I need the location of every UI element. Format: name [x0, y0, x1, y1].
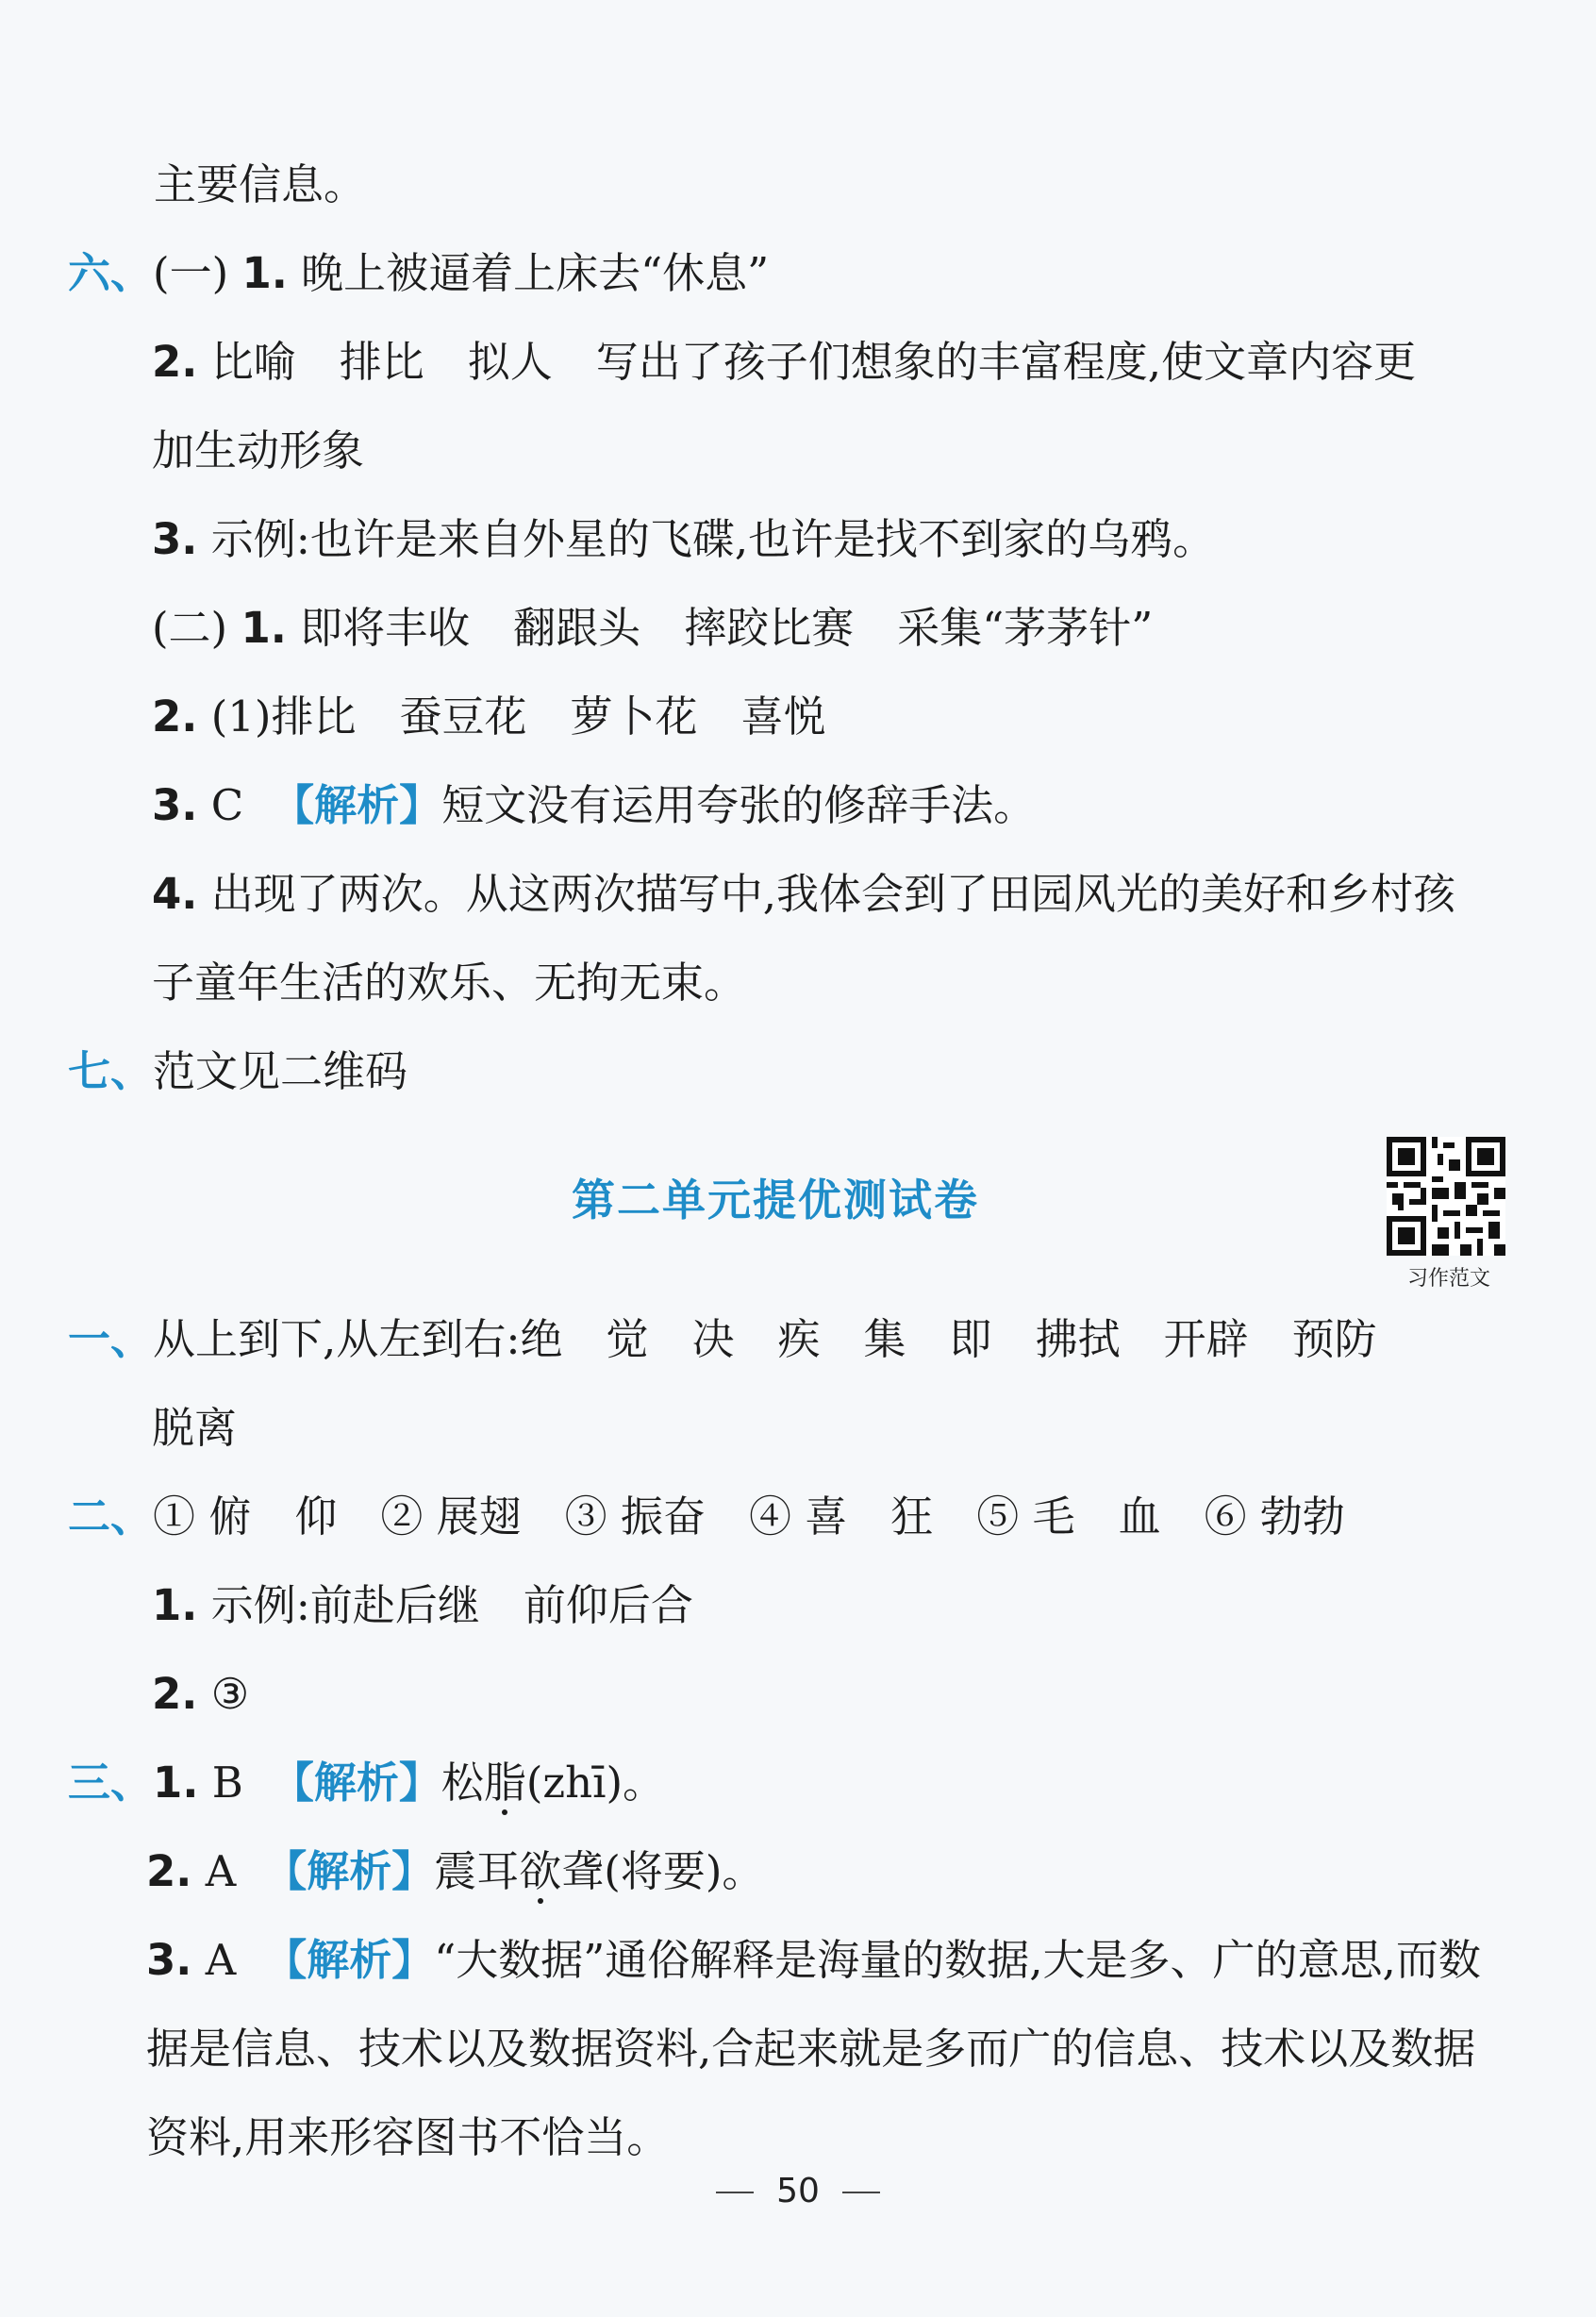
answer-text: (zhī)。	[525, 1758, 666, 1808]
answer-text: ② 展翅	[380, 1492, 522, 1542]
answer-text: 即	[949, 1314, 992, 1364]
question-number: 1.	[241, 603, 287, 653]
answer-text: (1)排比	[210, 692, 357, 742]
question-number: 3.	[152, 514, 198, 564]
section-label: 七、	[68, 1046, 154, 1096]
section-title: 第二单元提优测试卷	[572, 1175, 979, 1225]
answer-text: 出现了两次。从这两次描写中,我体会到了田园风光的美好和乡村孩	[210, 869, 1456, 919]
answer-text: ③	[210, 1669, 250, 1719]
answer-line	[146, 1843, 764, 1900]
answer-text: 预防	[1291, 1314, 1377, 1364]
question-number: 2.	[152, 1669, 198, 1719]
answer-text: 摔跤比赛	[684, 603, 855, 653]
answer-text: 排比	[339, 337, 424, 387]
answer-line	[152, 689, 826, 745]
analysis-tag: 【解析】	[271, 1758, 441, 1808]
answer-line	[146, 2021, 1475, 2077]
analysis-tag: 【解析】	[272, 780, 442, 830]
answer-text: 加生动形象	[152, 425, 365, 475]
section-label: 二、	[68, 1492, 154, 1542]
question-number: 1.	[152, 1580, 198, 1630]
answer-text: ③ 振奋	[564, 1492, 706, 1542]
answer-text: 觉	[606, 1314, 649, 1364]
answer-text: 决	[691, 1314, 735, 1364]
answer-text: “大数据”通俗解释是海量的数据,大是多、广的意思,而数	[434, 1935, 1481, 1985]
answer-choice: A	[205, 1846, 237, 1896]
answer-text: 采集“茅茅针”	[897, 603, 1154, 653]
section-label: 三、	[68, 1758, 154, 1808]
answer-text: ④ 喜	[748, 1492, 848, 1542]
question-number: 1.	[241, 248, 288, 298]
answer-text: 拂拭	[1035, 1314, 1121, 1364]
answer-line	[152, 334, 1416, 391]
answer-text: 范文见二维码	[153, 1046, 408, 1096]
answer-text: 主要信息。	[154, 159, 367, 209]
question-number: 3.	[146, 1935, 192, 1985]
analysis-tag: 【解析】	[264, 1935, 435, 1985]
answer-text: 狂	[890, 1492, 934, 1542]
divider	[716, 2192, 754, 2193]
answer-line	[152, 777, 1036, 834]
emphasized-character: 欲	[519, 1846, 562, 1896]
answer-text: 脱离	[152, 1403, 238, 1453]
answer-text: 集	[863, 1314, 906, 1364]
answer-line	[68, 1043, 407, 1100]
answer-text: 从上到下,从左到右:绝	[153, 1314, 563, 1364]
answer-line	[152, 423, 364, 479]
answer-line	[68, 1755, 665, 1811]
answer-text: 喜悦	[740, 692, 826, 742]
answer-text: 资料,用来形容图书不恰当。	[146, 2112, 670, 2162]
answer-choice: B	[211, 1758, 243, 1808]
answer-line	[152, 866, 1455, 923]
question-number: 1.	[153, 1758, 199, 1808]
divider	[842, 2192, 880, 2193]
answer-line	[152, 1577, 693, 1634]
answer-text: 松	[441, 1758, 484, 1808]
answer-text: 比喻	[210, 337, 296, 387]
answer-text: 据是信息、技术以及数据资料,合起来就是多而广的信息、技术以及数据	[146, 2024, 1476, 2074]
section-label: 一、	[68, 1314, 154, 1364]
answer-line	[152, 1400, 237, 1457]
analysis-tag: 【解析】	[264, 1846, 435, 1896]
answer-text: 萝卜花	[570, 692, 698, 742]
answer-line	[68, 245, 769, 302]
answer-text: 聋(将要)。	[561, 1846, 765, 1896]
qr-caption: 习作范文	[1406, 1267, 1490, 1291]
answer-text: 震耳	[434, 1846, 520, 1896]
answer-text: 晚上被逼着上床去“休息”	[301, 248, 770, 298]
question-number: 4.	[152, 869, 198, 919]
answer-text: ⑥ 勃勃	[1204, 1492, 1345, 1542]
answer-line	[152, 955, 746, 1011]
qr-code-icon[interactable]	[1387, 1137, 1505, 1256]
section-label: 六、	[68, 248, 154, 298]
answer-text: 蚕豆花	[399, 692, 527, 742]
page-number	[0, 2172, 1596, 2210]
answer-line	[154, 157, 366, 213]
answer-line	[146, 1932, 1481, 1989]
question-number: 2.	[152, 337, 198, 387]
answer-line	[146, 2109, 669, 2166]
question-number: 2.	[152, 692, 198, 742]
answer-text: 前仰后合	[523, 1580, 693, 1630]
answer-line	[68, 1311, 1377, 1368]
answer-text: ① 俯	[153, 1492, 252, 1542]
answer-text: 疾	[777, 1314, 821, 1364]
answer-text: ⑤ 毛	[976, 1492, 1075, 1542]
answer-line	[68, 1489, 1345, 1545]
subsection-label: (二)	[152, 603, 228, 653]
answer-text: 示例:前赴后继	[210, 1580, 480, 1630]
answer-text: 写出了孩子们想象的丰富程度,使文章内容更	[595, 337, 1417, 387]
answer-text: 拟人	[467, 337, 553, 387]
subsection-label: (一)	[153, 248, 229, 298]
answer-text: 开辟	[1163, 1314, 1249, 1364]
emphasized-character: 脂	[483, 1758, 526, 1808]
page-number-text: 50	[776, 2172, 820, 2210]
answer-text: 血	[1118, 1492, 1161, 1542]
answer-text: 短文没有运用夸张的修辞手法。	[441, 780, 1037, 830]
answer-text: 即将丰收	[300, 603, 471, 653]
answer-text: 翻跟头	[513, 603, 641, 653]
answer-choice: C	[210, 780, 244, 830]
answer-choice: A	[205, 1935, 237, 1985]
answer-line	[152, 600, 1153, 657]
answer-text: 子童年生活的欢乐、无拘无束。	[152, 958, 747, 1008]
answer-text: 仰	[294, 1492, 338, 1542]
answer-text: 示例:也许是来自外星的飞碟,也许是找不到家的乌鸦。	[210, 514, 1216, 564]
question-number: 3.	[152, 780, 198, 830]
question-number: 2.	[146, 1846, 192, 1896]
answer-line	[152, 511, 1215, 568]
answer-line	[152, 1666, 249, 1723]
